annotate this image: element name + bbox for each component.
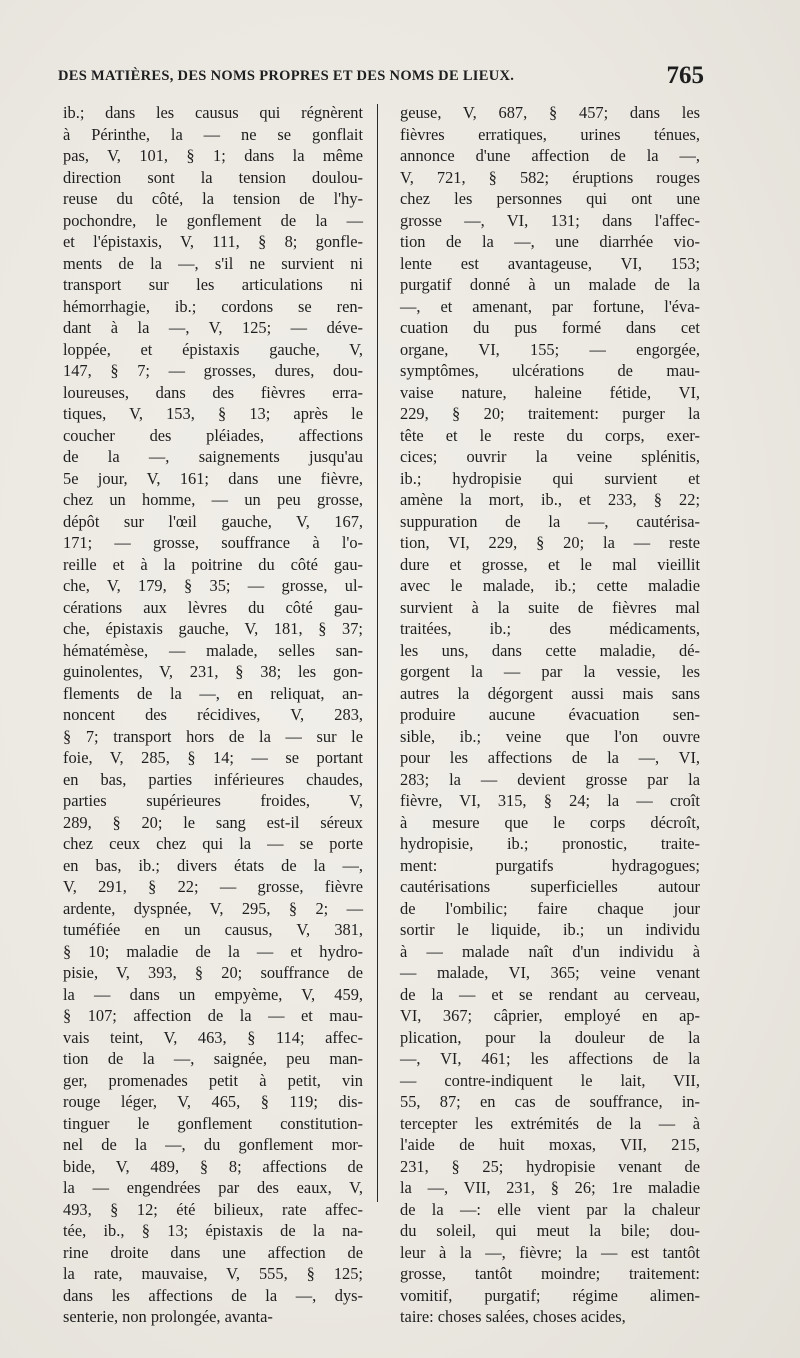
text-line: V, 291, § 22; — grosse, fièvre — [63, 877, 363, 896]
text-line: reuse du côté, la tension de l'hy- — [63, 189, 363, 208]
text-line: tiques, V, 153, § 13; après le — [63, 404, 363, 423]
text-line: survient à la suite de fièvres mal — [400, 597, 700, 617]
text-line: cautérisations superficielles autour — [400, 877, 700, 896]
text-line: geuse, V, 687, § 457; dans les — [400, 103, 700, 122]
text-line: autres la dégorgent aussi mais sans — [400, 683, 700, 703]
text-line: de la — et se rendant au cerveau, — [400, 984, 700, 1004]
text-line: 283; la — devient grosse par la — [400, 769, 700, 789]
text-line: vomitif, purgatif; régime alimen- — [400, 1285, 700, 1305]
text-line: la —, VII, 231, § 26; 1re maladie — [400, 1178, 700, 1197]
text-line: la — dans un empyème, V, 459, — [63, 984, 363, 1004]
text-line: 171; — grosse, souffrance à l'o- — [63, 533, 363, 552]
text-line: tée, ib., § 13; épistaxis de la na- — [63, 1221, 363, 1240]
text-line: transport sur les articulations ni — [63, 275, 363, 294]
page-header — [58, 62, 704, 92]
text-line: en bas, ib.; divers états de la —, — [63, 855, 363, 875]
text-line: la rate, mauvaise, V, 555, § 125; — [63, 1264, 363, 1283]
text-line: pochondre, le gonflement de la — — [63, 210, 363, 230]
text-line: pisie, V, 393, § 20; souffrance de — [63, 963, 363, 982]
text-line: grosse —, VI, 131; dans l'affec- — [400, 210, 700, 230]
text-line: les uns, dans cette maladie, dé- — [400, 640, 700, 660]
text-line: ment: purgatifs hydragogues; — [400, 855, 700, 875]
text-line: de la —, saignements jusqu'au — [63, 447, 363, 466]
text-line: de l'ombilic; faire chaque jour — [400, 898, 700, 918]
text-line: tête et le reste du corps, exer- — [400, 425, 700, 445]
text-line: purgatif donné à un malade de la — [400, 275, 700, 294]
text-line: traitées, ib.; des médicaments, — [400, 619, 700, 638]
column-divider — [377, 104, 378, 1202]
text-line: en bas, parties inférieures chaudes, — [63, 769, 363, 789]
text-line: cices; ouvrir la veine splénitis, — [400, 447, 700, 466]
text-line: lente est avantageuse, VI, 153; — [400, 253, 700, 273]
text-line: leur à la —, fièvre; la — est tantôt — [400, 1242, 700, 1262]
text-line: noncent des récidives, V, 283, — [63, 705, 363, 724]
text-line: hémorrhagie, ib.; cordons se ren- — [63, 296, 363, 316]
text-line: avec le malade, ib.; cette maladie — [400, 576, 700, 595]
text-line: V, 721, § 582; éruptions rouges — [400, 167, 700, 187]
text-line: à Périnthe, la — ne se gonflait — [63, 124, 363, 144]
text-line: 147, § 7; — grosses, dures, dou- — [63, 361, 363, 380]
text-line: ments de la —, s'il ne survient ni — [63, 253, 363, 273]
text-line: chez un homme, — un peu grosse, — [63, 490, 363, 509]
text-line: pour les affections de la —, VI, — [400, 748, 700, 767]
text-line: rouge léger, V, 465, § 119; dis- — [63, 1092, 363, 1111]
text-line: — contre-indiquent le lait, VII, — [400, 1070, 700, 1090]
text-line: senterie, non prolongée, avanta- — [63, 1307, 273, 1326]
text-line: flements de la —, en reliquat, an- — [63, 683, 363, 703]
text-line: vais teint, V, 463, § 114; affec- — [63, 1027, 363, 1047]
text-line: bide, V, 489, § 8; affections de — [63, 1156, 363, 1176]
text-line: amène la mort, ib., et 233, § 22; — [400, 490, 700, 509]
text-line: tion de la —, saignée, peu man- — [63, 1049, 363, 1068]
text-line: pas, V, 101, § 1; dans la même — [63, 146, 363, 165]
text-line: reille et à la poitrine du côté gau- — [63, 554, 363, 574]
text-line: et l'épistaxis, V, 111, § 8; gonfle- — [63, 232, 363, 251]
text-line: dure et grosse, et le mal vieillit — [400, 554, 700, 574]
text-line: symptômes, ulcérations de mau- — [400, 361, 700, 380]
text-line: cuation du pus formé dans cet — [400, 318, 700, 337]
text-line: ger, promenades petit à petit, vin — [63, 1070, 363, 1090]
text-line: plication, pour la douleur de la — [400, 1027, 700, 1047]
text-line: loureuses, dans des fièvres erra- — [63, 382, 363, 402]
text-line: guinolentes, V, 231, § 38; les gon- — [63, 662, 363, 681]
text-line: parties supérieures froides, V, — [63, 791, 363, 810]
text-line: VI, 367; câprier, employé en ap- — [400, 1006, 700, 1025]
right-column — [400, 102, 700, 1328]
text-line: sortir le liquide, ib.; un individu — [400, 920, 700, 939]
text-line: tion de la —, une diarrhée vio- — [400, 232, 700, 251]
text-line: ib.; hydropisie qui survient et — [400, 468, 700, 488]
text-line: 5e jour, V, 161; dans une fièvre, — [63, 468, 363, 488]
text-line: sible, ib.; veine que l'on ouvre — [400, 726, 700, 746]
text-line: taire: choses salées, choses acides, — [400, 1307, 626, 1326]
text-line: tercepter les extrémités de la — à — [400, 1113, 700, 1133]
text-line: che, V, 179, § 35; — grosse, ul- — [63, 576, 363, 595]
text-line: annonce d'une affection de la —, — [400, 146, 700, 165]
text-line: du soleil, qui meut la bile; dou- — [400, 1221, 700, 1240]
text-line: 289, § 20; le sang est-il séreux — [63, 812, 363, 832]
text-line: fièvres erratiques, urines ténues, — [400, 124, 700, 144]
text-line: dépôt sur l'œil gauche, V, 167, — [63, 511, 363, 531]
text-line: 55, 87; en cas de souffrance, in- — [400, 1092, 700, 1111]
text-line: che, épistaxis gauche, V, 181, § 37; — [63, 619, 363, 638]
text-line: tuméfiée en un causus, V, 381, — [63, 920, 363, 939]
text-line: hydropisie, ib.; pronostic, traite- — [400, 834, 700, 853]
text-line: coucher des pléiades, affections — [63, 425, 363, 445]
text-line: 229, § 20; traitement: purger la — [400, 404, 700, 423]
text-line: fièvre, VI, 315, § 24; la — croît — [400, 791, 700, 810]
text-line: chez ceux chez qui la — se porte — [63, 834, 363, 853]
text-line: cérations aux lèvres du côté gau- — [63, 597, 363, 617]
text-line: —, et amenant, par fortune, l'éva- — [400, 296, 700, 316]
text-line: à mesure que le corps décroît, — [400, 812, 700, 832]
text-line: produire aucune évacuation sen- — [400, 705, 700, 724]
text-line: organe, VI, 155; — engorgée, — [400, 339, 700, 359]
text-line: dant à la —, V, 125; — déve- — [63, 318, 363, 337]
text-line: vaise nature, haleine fétide, VI, — [400, 382, 700, 402]
text-line: hématémèse, — malade, selles san- — [63, 640, 363, 660]
text-line: l'aide de huit moxas, VII, 215, — [400, 1135, 700, 1154]
page-number: 765 — [666, 62, 704, 89]
text-line: dans les affections de la —, dys- — [63, 1285, 363, 1305]
text-line: foie, V, 285, § 14; — se portant — [63, 748, 363, 767]
text-line: de la —: elle vient par la chaleur — [400, 1199, 700, 1219]
text-line: rine droite dans une affection de — [63, 1242, 363, 1262]
text-line: suppuration de la —, cautérisa- — [400, 511, 700, 531]
text-line: § 10; maladie de la — et hydro- — [63, 941, 363, 961]
text-line: gorgent la — par la vessie, les — [400, 662, 700, 681]
text-line: ib.; dans les causus qui régnèrent — [63, 103, 363, 122]
text-line: —, VI, 461; les affections de la — [400, 1049, 700, 1068]
text-line: tion, VI, 229, § 20; la — reste — [400, 533, 700, 552]
text-line: ardente, dyspnée, V, 295, § 2; — — [63, 898, 363, 918]
text-line: nel de la —, du gonflement mor- — [63, 1135, 363, 1154]
left-column — [63, 102, 363, 1328]
text-line: direction sont la tension doulou- — [63, 167, 363, 187]
text-line: chez les personnes qui ont une — [400, 189, 700, 208]
text-line: à — malade naît d'un individu à — [400, 941, 700, 961]
text-line: — malade, VI, 365; veine venant — [400, 963, 700, 982]
running-head: DES MATIÈRES, DES NOMS PROPRES ET DES NOMS DE LIEUX. — [58, 68, 515, 84]
text-line: loppée, et épistaxis gauche, V, — [63, 339, 363, 359]
text-line: 493, § 12; été bilieux, rate affec- — [63, 1199, 363, 1219]
text-line: la — engendrées par des eaux, V, — [63, 1178, 363, 1197]
text-line: grosse, tantôt moindre; traitement: — [400, 1264, 700, 1283]
text-line: 231, § 25; hydropisie venant de — [400, 1156, 700, 1176]
text-line: § 7; transport hors de la — sur le — [63, 726, 363, 746]
text-line: tinguer le gonflement constitution- — [63, 1113, 363, 1133]
text-line: § 107; affection de la — et mau- — [63, 1006, 363, 1025]
